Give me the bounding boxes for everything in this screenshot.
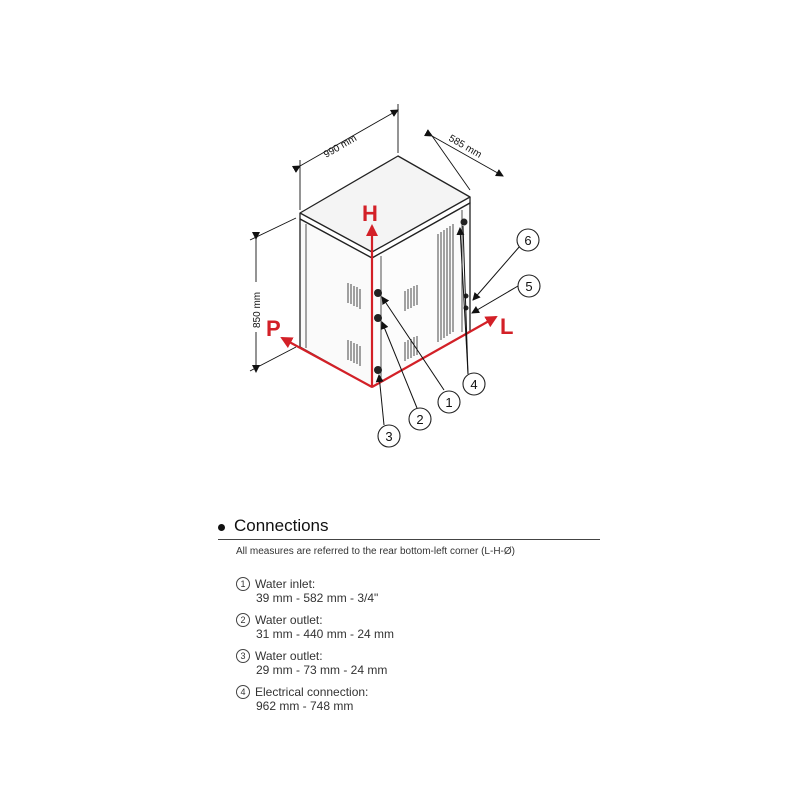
axis-l-label: L — [500, 314, 514, 339]
connection-item-2 — [236, 613, 600, 642]
callout-3 — [378, 425, 400, 447]
bullet-icon — [218, 524, 225, 531]
connections-section — [218, 514, 600, 721]
connection-item-3 — [236, 649, 600, 678]
fitting-water-outlet-upper — [374, 314, 382, 322]
connection-item-1 — [236, 577, 600, 606]
connection-label: Electrical connection: — [255, 685, 369, 699]
connection-value: 39 mm - 582 mm - 3/4" — [256, 591, 379, 605]
callout-6 — [517, 229, 539, 251]
svg-text:3: 3 — [385, 429, 393, 444]
cabinet — [300, 156, 470, 387]
connection-label: Water outlet: — [255, 649, 323, 663]
callout-1 — [438, 391, 460, 413]
connection-value: 31 mm - 440 mm - 24 mm — [256, 627, 395, 641]
callout-4 — [463, 373, 485, 395]
connection-value: 962 mm - 748 mm — [256, 699, 354, 713]
dim-width-label: 990 mm — [322, 133, 359, 161]
svg-text:1: 1 — [445, 395, 453, 410]
dim-depth-label: 585 mm — [446, 133, 484, 161]
fitting-water-outlet-lower — [374, 366, 382, 374]
number-badge: 4 — [236, 685, 250, 699]
axis-p-label: P — [266, 316, 281, 341]
svg-text:5: 5 — [525, 279, 533, 294]
callout-5 — [518, 275, 540, 297]
section-divider — [218, 539, 600, 540]
connection-label: Water inlet: — [255, 577, 316, 591]
connections-note: All measures are referred to the rear bottom-left corner (L-H-Ø) — [236, 546, 515, 557]
connections-list — [236, 577, 600, 714]
fitting-water-inlet — [374, 289, 382, 297]
callout-2 — [409, 408, 431, 430]
connections-title: Connections — [234, 516, 329, 535]
connection-label: Water outlet: — [255, 613, 323, 627]
fitting-electrical — [461, 219, 468, 226]
number-badge: 2 — [236, 613, 250, 627]
svg-text:2: 2 — [416, 412, 424, 427]
connection-item-4 — [236, 685, 600, 714]
dim-height-label: 850 mm — [252, 291, 263, 328]
axis-h-label: H — [362, 201, 378, 226]
svg-text:4: 4 — [470, 377, 478, 392]
svg-text:6: 6 — [524, 233, 532, 248]
number-badge: 1 — [236, 577, 250, 591]
number-badge: 3 — [236, 649, 250, 663]
connection-value: 29 mm - 73 mm - 24 mm — [256, 663, 388, 677]
connections-header — [218, 514, 600, 538]
